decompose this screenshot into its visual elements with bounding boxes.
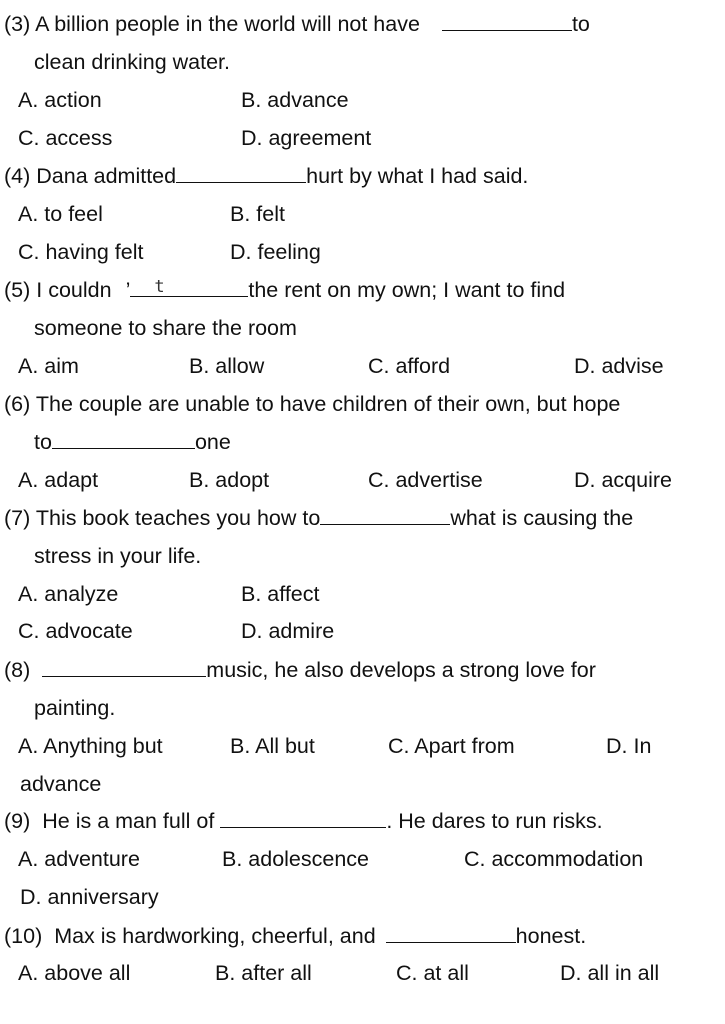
option-a[interactable]: A. above all xyxy=(18,961,131,985)
option-b[interactable]: B. All but xyxy=(230,734,315,758)
question-number: (4) xyxy=(4,164,31,188)
question-number: (6) xyxy=(4,392,31,416)
question-text: the rent on my own; I want to find xyxy=(248,278,566,302)
question-text: Max is hardworking, cheerful, and xyxy=(54,924,376,948)
option-c[interactable]: C. Apart from xyxy=(388,734,515,758)
answer-blank[interactable] xyxy=(220,808,386,828)
option-a[interactable]: A. to feel xyxy=(18,202,103,226)
option-d[interactable]: D. all in all xyxy=(560,961,660,985)
option-a[interactable]: A. analyze xyxy=(18,582,119,606)
question-text: what is causing the xyxy=(450,506,634,530)
question-text: honest. xyxy=(515,924,587,948)
option-d[interactable]: D. advise xyxy=(574,354,664,378)
question-text: I couldn xyxy=(36,278,112,302)
option-c[interactable]: C. access xyxy=(18,126,113,150)
option-b[interactable]: B. after all xyxy=(215,961,312,985)
option-c[interactable]: C. at all xyxy=(396,961,469,985)
question-text: music, he also develops a strong love for xyxy=(206,658,596,682)
option-b[interactable]: B. advance xyxy=(241,88,349,112)
question-text: hurt by what I had said. xyxy=(306,164,529,188)
option-b[interactable]: B. felt xyxy=(230,202,285,226)
question-number: (9) xyxy=(4,809,31,833)
question-number: (3) xyxy=(4,12,31,36)
question-3-continuation: clean drinking water. xyxy=(34,50,230,74)
question-text: A billion people in the world will not have xyxy=(35,12,420,36)
apostrophe: ’ xyxy=(125,278,131,302)
option-a[interactable]: A. aim xyxy=(18,354,79,378)
option-a[interactable]: A. adapt xyxy=(18,468,99,492)
answer-blank[interactable] xyxy=(42,657,206,677)
question-4-stem xyxy=(4,162,528,190)
question-number: (7) xyxy=(4,506,31,530)
option-d-continuation[interactable]: advance xyxy=(20,772,102,796)
question-number: (10) xyxy=(4,924,43,948)
option-d[interactable]: D. acquire xyxy=(574,468,672,492)
question-text: Dana admitted xyxy=(36,164,177,188)
question-3-stem xyxy=(4,10,590,38)
question-5-continuation: someone to share the room xyxy=(34,316,297,340)
option-c[interactable]: C. afford xyxy=(368,354,451,378)
question-7-continuation: stress in your life. xyxy=(34,544,202,568)
answer-blank[interactable] xyxy=(386,923,516,943)
option-d[interactable]: D. feeling xyxy=(230,240,321,264)
question-7-stem xyxy=(4,504,633,532)
option-c[interactable]: C. accommodation xyxy=(464,847,644,871)
option-a[interactable]: A. adventure xyxy=(18,847,140,871)
answer-blank[interactable] xyxy=(442,11,572,31)
option-b[interactable]: B. adolescence xyxy=(222,847,370,871)
answer-blank[interactable] xyxy=(130,277,248,297)
answer-blank[interactable] xyxy=(320,505,450,525)
option-d[interactable]: D. In xyxy=(606,734,652,758)
question-9-stem xyxy=(4,807,603,835)
question-10-stem xyxy=(4,922,586,950)
question-number: (8) xyxy=(4,658,31,682)
question-6-continuation xyxy=(34,428,231,456)
question-8-stem xyxy=(4,656,596,684)
option-b[interactable]: B. allow xyxy=(189,354,265,378)
option-c[interactable]: C. advertise xyxy=(368,468,483,492)
option-a[interactable]: A. action xyxy=(18,88,102,112)
option-d[interactable]: D. agreement xyxy=(241,126,372,150)
option-c[interactable]: C. advocate xyxy=(18,619,133,643)
question-8-continuation: painting. xyxy=(34,696,116,720)
question-text: one xyxy=(194,430,231,454)
question-5-stem xyxy=(4,276,565,304)
option-a[interactable]: A. Anything but xyxy=(18,734,163,758)
option-b[interactable]: B. adopt xyxy=(189,468,270,492)
question-text: to xyxy=(571,12,590,36)
question-text: The couple are unable to have children of their own, but hope xyxy=(35,392,621,416)
question-text: . He dares to run risks. xyxy=(386,809,603,833)
option-d[interactable]: D. admire xyxy=(241,619,335,643)
answer-blank[interactable] xyxy=(52,429,195,449)
blank-fill-text: t xyxy=(154,277,165,297)
answer-blank[interactable] xyxy=(176,163,306,183)
option-d[interactable]: D. anniversary xyxy=(20,885,159,909)
question-text: to xyxy=(34,430,52,454)
option-b[interactable]: B. affect xyxy=(241,582,320,606)
option-c[interactable]: C. having felt xyxy=(18,240,144,264)
question-text: He is a man full of xyxy=(42,809,215,833)
question-text: This book teaches you how to xyxy=(35,506,321,530)
question-number: (5) xyxy=(4,278,31,302)
question-6-stem xyxy=(4,390,620,418)
